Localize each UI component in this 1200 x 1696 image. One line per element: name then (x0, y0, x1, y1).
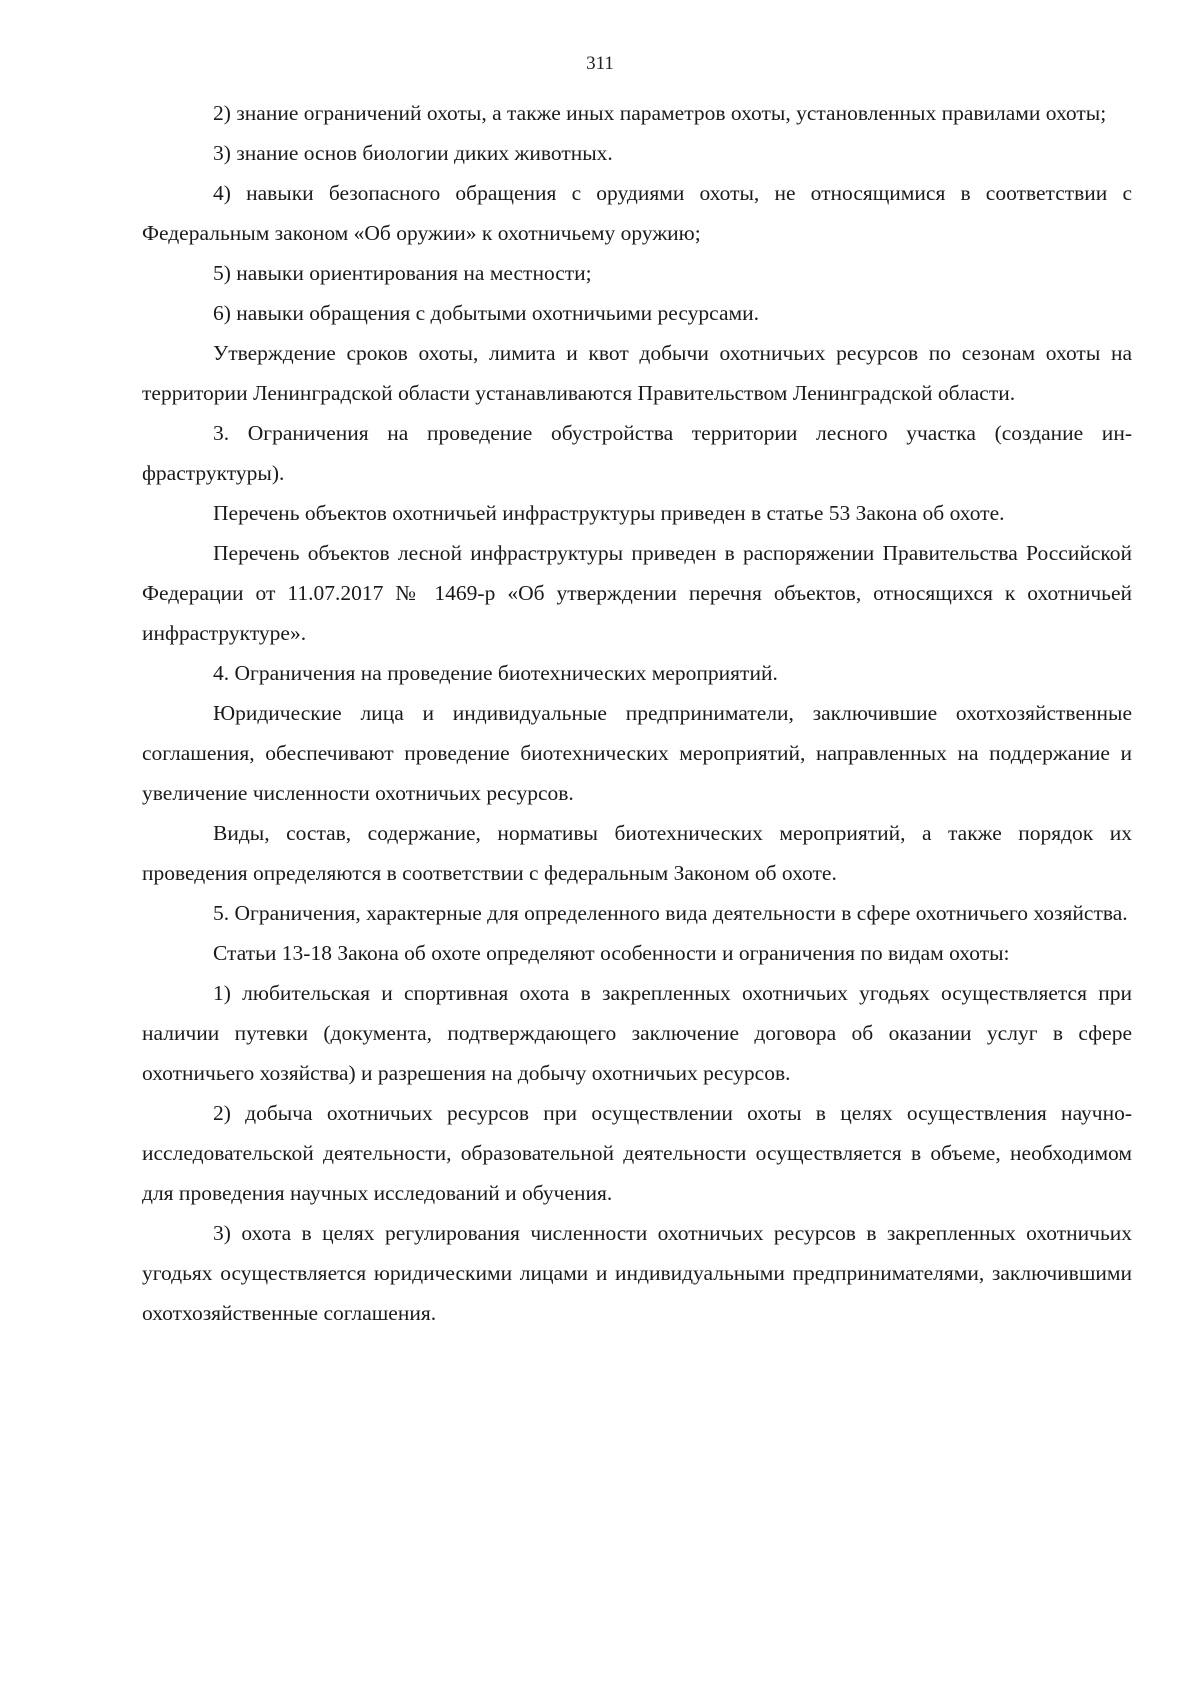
paragraph: 3. Ограничения на проведение обустройства территории лесного участка (создание инфраструктуры). (142, 421, 1132, 485)
paragraph: Перечень объектов лесной инфраструктуры приведен в распоряжении Правительства Российской Федерации от 11.07.2017 № 1469-р «Об утверждении перечня объектов, относящихся к охотничьей инфраструктуре». (142, 541, 1132, 645)
paragraph: 5) навыки ориентирования на местности; (213, 261, 592, 285)
page-number: 311 (586, 53, 614, 74)
paragraph: 1) любительская и спортивная охота в закрепленных охотничьих угодьях осуществляется при наличии путевки (документа, подтверждающего заключение договора об оказании услуг в сфере охотничьего хозяйства) и разрешения на добычу охотничьих ресурсов. (142, 981, 1132, 1085)
paragraph: Статьи 13-18 Закона об охоте определяют особенности и ограничения по видам охоты: (213, 941, 1010, 965)
document-body (142, 93, 1132, 1333)
paragraph: Виды, состав, содержание, нормативы биотехнических мероприятий, а также порядок их проведения определяются в соответствии с федеральным Законом об охоте. (142, 821, 1132, 885)
paragraph: 2) добыча охотничьих ресурсов при осуществлении охоты в целях осуществления научно-исследовательской деятельности, образовательной деятельности осуществляется в объеме, необходимом для проведения научных исследований и обучения. (142, 1101, 1132, 1205)
paragraph: 4. Ограничения на проведение биотехнических мероприятий. (213, 661, 778, 685)
paragraph: Перечень объектов охотничьей инфраструктуры приведен в статье 53 Закона об охоте. (213, 501, 1005, 525)
paragraph: Юридические лица и индивидуальные предприниматели, заключившие охотхозяйственные соглашения, обеспечивают проведение биотехнических мероприятий, направленных на поддержание и увеличение численности охотничьих ресурсов. (142, 701, 1132, 805)
paragraph: 3) знание основ биологии диких животных. (213, 141, 613, 165)
paragraph: 4) навыки безопасного обращения с орудиями охоты, не относящимися в соответствии с Федеральным законом «Об оружии» к охотничьему оружию; (142, 181, 1132, 245)
paragraph: Утверждение сроков охоты, лимита и квот добычи охотничьих ресурсов по сезонам охоты на территории Ленинградской области устанавливаются Правительством Ленинградской области. (142, 341, 1132, 405)
paragraph: 2) знание ограничений охоты, а также иных параметров охоты, установленных правилами охоты; (213, 101, 1107, 125)
paragraph: 6) навыки обращения с добытыми охотничьими ресурсами. (213, 301, 759, 325)
paragraph: 5. Ограничения, характерные для определенного вида деятельности в сфере охотничьего хозяйства. (213, 901, 1128, 925)
paragraph: 3) охота в целях регулирования численности охотничьих ресурсов в закрепленных охотничьих угодьях осуществляется юридическими лицами и индивидуальными предпринимателями, заключившими охотхозяйственные соглашения. (142, 1221, 1132, 1325)
